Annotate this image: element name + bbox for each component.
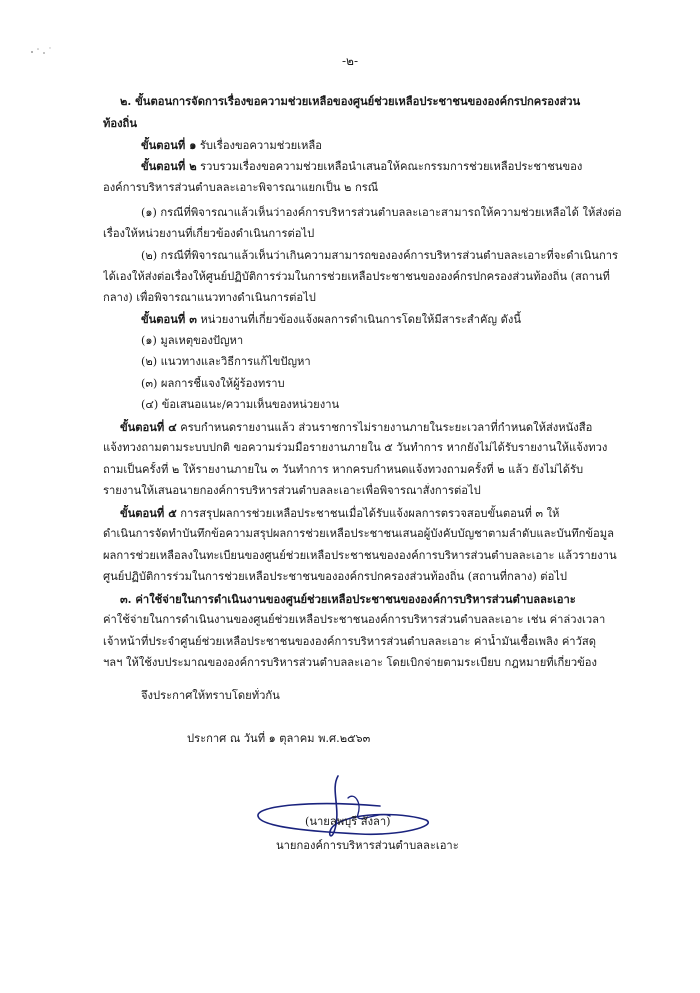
step2-text-line2: องค์การบริหารส่วนตำบลละเอาะพิจารณาแยกเป็น ๒ กรณี (103, 181, 379, 194)
step2-label: ขั้นตอนที่ ๒ (141, 159, 197, 173)
step3 (141, 311, 681, 328)
step2-case2-line2: ได้เองให้ส่งต่อเรื่องให้ศูนย์ปฏิบัติการร่วมในการช่วยเหลือประชาชนขององค์กรปกครองส่วนท้องถิ่น (สถานที่ (103, 270, 610, 283)
step3-item-3: (๓) ผลการชี้แจงให้ผู้ร้องทราบ (141, 377, 285, 390)
step4 (120, 419, 660, 436)
step5-text-line1: การสรุปผลการช่วยเหลือประชาชนเมื่อได้รับแจ้งผลการตรวจสอบขั้นตอนที่ ๓ ให้ (180, 507, 560, 520)
step3-item-4: (๔) ข้อเสนอแนะ/ความเห็นของหน่วยงาน (141, 398, 340, 411)
step5-text-line2: ดำเนินการจัดทำบันทึกข้อความสรุปผลการช่วยเหลือประชาชนเสนอผู้บังคับบัญชาตามลำดับและบันทึกข้อมูล (103, 527, 614, 540)
step2 (141, 158, 681, 175)
section3-text-line2: เจ้าหน้าที่ประจำศูนย์ช่วยเหลือประชาชนขององค์การบริหารส่วนตำบลละเอาะ ค่าน้ำมันเชื้อเพลิง ค่าวัสดุ (103, 635, 596, 648)
step5-text-line3: ผลการช่วยเหลือลงในทะเบียนของศูนย์ช่วยเหลือประชาชนขององค์การบริหารส่วนตำบลละเอาะ แล้วรายงาน (103, 549, 617, 562)
section3-title: ๓. ค่าใช้จ่ายในการดำเนินงานของศูนย์ช่วยเหลือประชาชนขององค์การบริหารส่วนตำบลละเอาะ (120, 592, 576, 606)
step3-item-2: (๒) แนวทางและวิธีการแก้ไขปัญหา (141, 355, 311, 368)
step1-text: รับเรื่องขอความช่วยเหลือ (199, 139, 322, 152)
step2-case2-line3: กลาง) เพื่อพิจารณาแนวทางดำเนินการต่อไป (103, 291, 316, 304)
section2-title-line2: ท้องถิ่น (103, 116, 137, 130)
step2-case1-line2: เรื่องให้หน่วยงานที่เกี่ยวข้องดำเนินการต่อไป (103, 227, 315, 240)
step2-case2-line1: (๒) กรณีที่พิจารณาแล้วเห็นว่าเกินความสามารถขององค์การบริหารส่วนตำบลละเอาะที่จะดำเนินการ (141, 249, 619, 262)
step3-text: หน่วยงานที่เกี่ยวข้องแจ้งผลการดำเนินการโดยให้มีสาระสำคัญ ดังนี้ (200, 313, 521, 326)
step5 (120, 505, 660, 522)
step5-label: ขั้นตอนที่ ๕ (120, 506, 177, 520)
step4-label: ขั้นตอนที่ ๔ (120, 420, 177, 434)
step3-item-1: (๑) มูลเหตุของปัญหา (141, 334, 244, 347)
signer-name: (นายลพบุรี สังลา) (305, 815, 391, 828)
section3-text-line1: ค่าใช้จ่ายในการดำเนินงานของศูนย์ช่วยเหลือประชาชนองค์การบริหารส่วนตำบลละเอาะ เช่น ค่าล่วงเวลา (103, 613, 606, 626)
step4-text-line1: ครบกำหนดรายงานแล้ว ส่วนราชการไม่รายงานภายในระยะเวลาที่กำหนดให้ส่งหนังสือ (180, 421, 593, 434)
step4-text-line4: รายงานให้เสนอนายกองค์การบริหารส่วนตำบลละเอาะเพื่อพิจารณาสั่งการต่อไป (103, 484, 481, 497)
step4-text-line3: ถามเป็นครั้งที่ ๒ ให้รายงานภายใน ๓ วันทำการ หากครบกำหนดแจ้งทวงถามครั้งที่ ๒ แล้ว ยังไม่ได้รับ (103, 463, 584, 476)
section2-title-line1: ๒. ขั้นตอนการจัดการเรื่องขอความช่วยเหลือของศูนย์ช่วยเหลือประชาชนขององค์กรปกครองส่วน (120, 94, 581, 108)
step5-text-line4: ศูนย์ปฏิบัติการร่วมในการช่วยเหลือประชาชนขององค์กรปกครองส่วนท้องถิ่น (สถานที่กลาง) ต่อไป (103, 570, 568, 583)
page-number: -๒- (341, 54, 359, 68)
signer-position: นายกองค์การบริหารส่วนตำบลละเอาะ (276, 839, 459, 852)
step4-text-line2: แจ้งทวงถามตามระบบปกติ ขอความร่วมมือรายงานภายใน ๕ วันทำการ หากยังไม่ได้รับรายงานให้แจ้งทวง (103, 441, 608, 454)
closing-text: จึงประกาศให้ทราบโดยทั่วกัน (141, 689, 280, 702)
step1-label: ขั้นตอนที่ ๑ (141, 138, 197, 152)
step1 (141, 137, 681, 154)
announce-date: ประกาศ ณ วันที่ ๑ ตุลาคม พ.ศ.๒๕๖๓ (187, 732, 371, 745)
step3-label: ขั้นตอนที่ ๓ (141, 312, 197, 326)
step2-text-line1: รวบรวมเรื่องขอความช่วยเหลือนำเสนอให้คณะกรรมการช่วยเหลือประชาชนของ (200, 160, 583, 173)
section3-text-line3: ฯลฯ ให้ใช้งบประมาณขององค์การบริหารส่วนตำบลละเอาะ โดยเบิกจ่ายตามระเบียบ กฎหมายที่เกี่ยวข้อง (103, 656, 597, 669)
step2-case1-line1: (๑) กรณีที่พิจารณาแล้วเห็นว่าองค์การบริหารส่วนตำบลละเอาะสามารถให้ความช่วยเหลือได้ ให้ส่งต่อ (141, 206, 622, 219)
